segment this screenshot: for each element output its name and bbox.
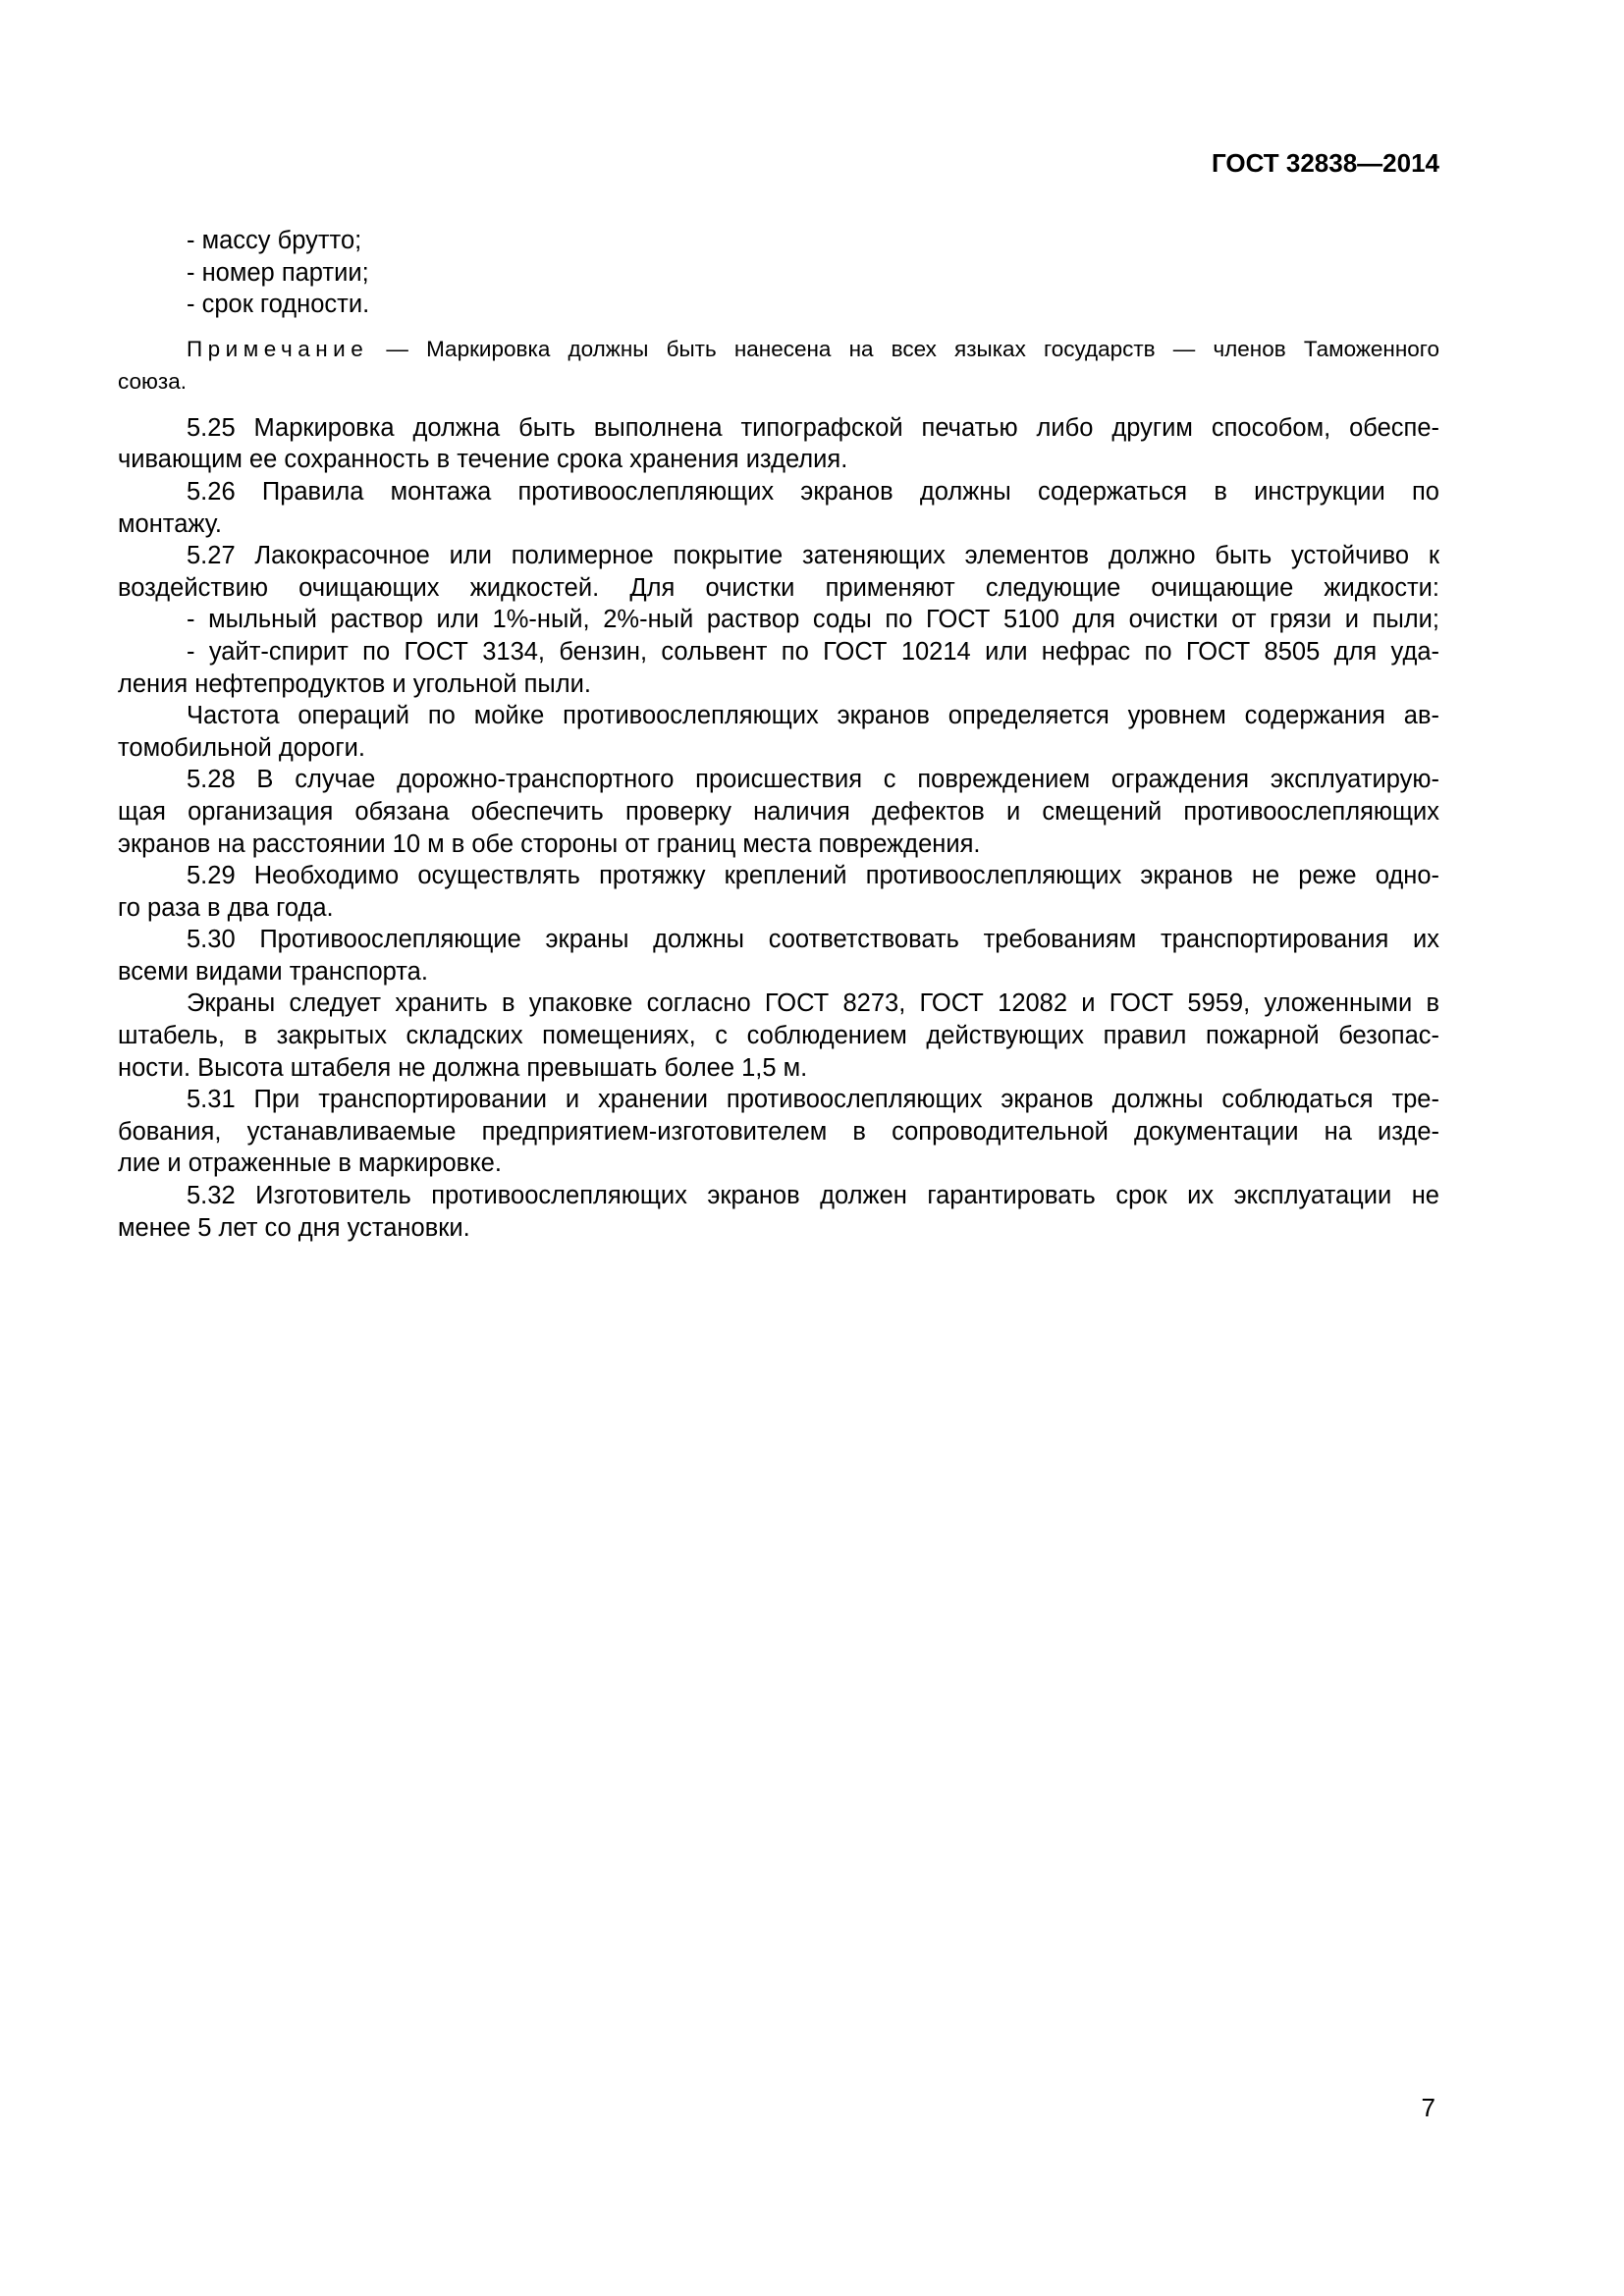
paragraph-line: го раза в два года. (118, 893, 334, 922)
paragraph-line: - мыльный раствор или 1%-ный, 2%-ный раствор соды по ГОСТ 5100 для очистки от грязи и пыли; (187, 606, 1439, 634)
paragraph-line: Экраны следует хранить в упаковке согласно ГОСТ 8273, ГОСТ 12082 и ГОСТ 5959, уложенными в (187, 989, 1439, 1018)
note-line (118, 333, 1439, 365)
page-number: 7 (1421, 2093, 1435, 2122)
paragraph-line: 5.32 Изготовитель противоослепляющих экранов должен гарантировать срок их эксплуатации не (187, 1182, 1439, 1210)
document-body (118, 225, 1439, 1244)
paragraph-line: менее 5 лет со дня установки. (118, 1213, 470, 1242)
list-item: - срок годности. (187, 291, 370, 319)
paragraph-line: 5.29 Необходимо осуществлять протяжку креплений противоослепляющих экранов не реже одно- (187, 862, 1439, 890)
paragraph-line: 5.28 В случае дорожно-транспортного происшествия с повреждением ограждения эксплуатирую- (187, 766, 1439, 794)
list-item: - массу брутто; (187, 227, 362, 254)
paragraph-line: 5.25 Маркировка должна быть выполнена типографской печатью либо другим способом, обеспе- (187, 413, 1439, 442)
paragraph-line: бования, устанавливаемые предприятием-изготовителем в сопроводительной документации на изде- (118, 1117, 1439, 1146)
paragraph-line: ления нефтепродуктов и угольной пыли. (118, 669, 591, 698)
paragraph-line: 5.30 Противоослепляющие экраны должны соответствовать требованиям транспортирования их (187, 926, 1439, 954)
list-item: - номер партии; (187, 258, 369, 287)
paragraph-line: лие и отраженные в маркировке. (118, 1149, 502, 1178)
paragraph-line: Частота операций по мойке противоослепляющих экранов определяется уровнем содержания ав- (187, 702, 1439, 730)
paragraph-line: воздействию очищающих жидкостей. Для очистки применяют следующие очищающие жидкости: (118, 573, 1439, 602)
paragraph-line: 5.27 Лакокрасочное или полимерное покрытие затеняющих элементов должно быть устойчиво к (187, 542, 1439, 570)
paragraph-line: 5.26 Правила монтажа противоослепляющих экранов должны содержаться в инструкции по (187, 477, 1439, 506)
paragraph-line: ности. Высота штабеля не должна превышать более 1,5 м. (118, 1053, 808, 1082)
paragraph-line: - уайт-спирит по ГОСТ 3134, бензин, сольвент по ГОСТ 10214 или нефрас по ГОСТ 8505 для уда- (187, 637, 1439, 666)
paragraph-line: всеми видами транспорта. (118, 957, 428, 986)
note-line: союза. (118, 368, 187, 394)
paragraph-line: щая организация обязана обеспечить проверку наличия дефектов и смещений противоослепляющих (118, 797, 1439, 826)
document-code: ГОСТ 32838—2014 (1212, 148, 1439, 178)
paragraph-line: томобильной дороги. (118, 733, 365, 762)
paragraph-line: монтажу. (118, 509, 222, 538)
paragraph-line: экранов на расстоянии 10 м в обе стороны от границ места повреждения. (118, 829, 981, 858)
paragraph-line: штабель, в закрытых складских помещениях, с соблюдением действующих правил пожарной безопас- (118, 1022, 1439, 1050)
note-label: Примечание (187, 336, 369, 361)
note-text: — Маркировка должны быть нанесена на всех языках государств — членов Таможенного (386, 336, 1439, 361)
note (118, 333, 1439, 398)
paragraph-line: чивающим ее сохранность в течение срока хранения изделия. (118, 446, 848, 474)
paragraph-line: 5.31 При транспортировании и хранении противоослепляющих экранов должны соблюдаться тре- (187, 1086, 1439, 1114)
